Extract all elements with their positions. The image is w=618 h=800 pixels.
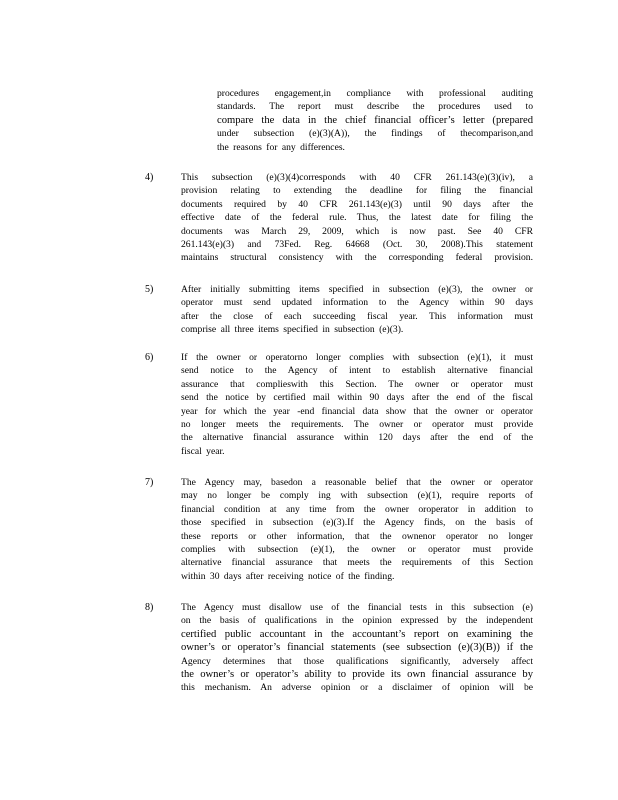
- text-line: 261.143(e)(3) and 73Fed. Reg. 64668 (Oct. 30, 2008).This statement: [181, 239, 533, 251]
- text-line: assurance that complieswith this Section. The owner or operator must: [181, 378, 533, 390]
- text-line: these reports or other information, that the ownenor operator no longer: [181, 530, 533, 542]
- text-line: under subsection (e)(3)(A)), the findings of thecomparison,and: [217, 128, 533, 140]
- text-line: within 30 days after receiving notice of the finding.: [181, 570, 395, 582]
- text-line: year for which the year -end financial data show that the owner or operator: [181, 405, 533, 417]
- item-number: 6): [145, 352, 154, 363]
- text-line: on the basis of qualifications in the opinion expressed by the independent: [181, 615, 533, 627]
- text-line: alternative financial assurance that meets the requirements of this Section: [181, 557, 533, 569]
- text-line: procedures engagement,in compliance with professional auditing: [217, 88, 533, 99]
- text-line: after the close of each succeeding fiscal year. This information must: [181, 310, 533, 322]
- text-line: If the owner or operatorno longer complies with subsection (e)(1), it must: [181, 352, 533, 363]
- text-line: operator must send updated information to the Agency within 90 days: [181, 297, 533, 309]
- text-line: maintains structural consistency with the corresponding federal provision.: [181, 252, 533, 264]
- text-line: fiscal year.: [181, 445, 225, 457]
- text-line: send the notice by certified mail within 90 days after the end of the fiscal: [181, 392, 533, 404]
- item-number: 4): [145, 172, 154, 183]
- text-line: The Agency may, basedon a reasonable belief that the owner or operator: [181, 477, 533, 488]
- text-line: This subsection (e)(3)(4)corresponds with 40 CFR 261.143(e)(3)(iv), a: [181, 172, 533, 183]
- continuation-paragraph: [217, 87, 533, 154]
- text-line: certified public accountant in the accountant’s report on examining the: [181, 628, 533, 640]
- text-line: The Agency must disallow use of the financial tests in this subsection (e): [181, 602, 533, 613]
- text-line: provision relating to extending the deadline for filing the financial: [181, 185, 533, 197]
- text-line: effective date of the federal rule. Thus, the latest date for filing the: [181, 212, 533, 224]
- item-text: [181, 476, 533, 583]
- text-line: complies with subsection (e)(1), the owner or operator must provide: [181, 544, 533, 556]
- text-line: this mechanism. An adverse opinion or a disclaimer of opinion will be: [181, 682, 533, 694]
- text-line: standards. The report must describe the procedures used to: [217, 101, 533, 113]
- text-line: send notice to the Agency of intent to establish alternative financial: [181, 365, 533, 377]
- text-line: those specified in subsection (e)(3).If the Agency finds, on the basis of: [181, 517, 533, 529]
- text-line: documents required by 40 CFR 261.143(e)(3) until 90 days after the: [181, 198, 533, 210]
- text-line: Agency determines that those qualifications significantly, adversely affect: [181, 655, 533, 667]
- text-line: no longer meets the requirements. The owner or operator must provide: [181, 419, 533, 431]
- text-line: documents was March 29, 2009, which is now past. See 40 CFR: [181, 225, 533, 237]
- text-line: the reasons for any differences.: [217, 141, 345, 153]
- text-line: compare the data in the chief financial officer’s letter (prepared: [217, 114, 533, 126]
- item-text: [181, 351, 533, 458]
- item-text: [181, 171, 533, 265]
- item-number: 5): [145, 284, 154, 295]
- text-line: may no longer be comply ing with subsection (e)(1), require reports of: [181, 490, 533, 502]
- text-line: financial condition at any time from the owner oroperator in addition to: [181, 503, 533, 515]
- item-text: [181, 601, 533, 695]
- item-text: [181, 283, 533, 337]
- text-line: the owner’s or operator’s ability to provide its own financial assurance by: [181, 669, 533, 681]
- text-line: After initially submitting items specified in subsection (e)(3), the owner or: [181, 284, 533, 295]
- item-number: 7): [145, 477, 154, 488]
- text-line: owner’s or operator’s financial statements (see subsection (e)(3)(B)) if the: [181, 642, 533, 654]
- text-line: comprise all three items specified in subsection (e)(3).: [181, 324, 404, 336]
- item-number: 8): [145, 602, 154, 613]
- text-line: the alternative financial assurance within 120 days after the end of the: [181, 432, 533, 444]
